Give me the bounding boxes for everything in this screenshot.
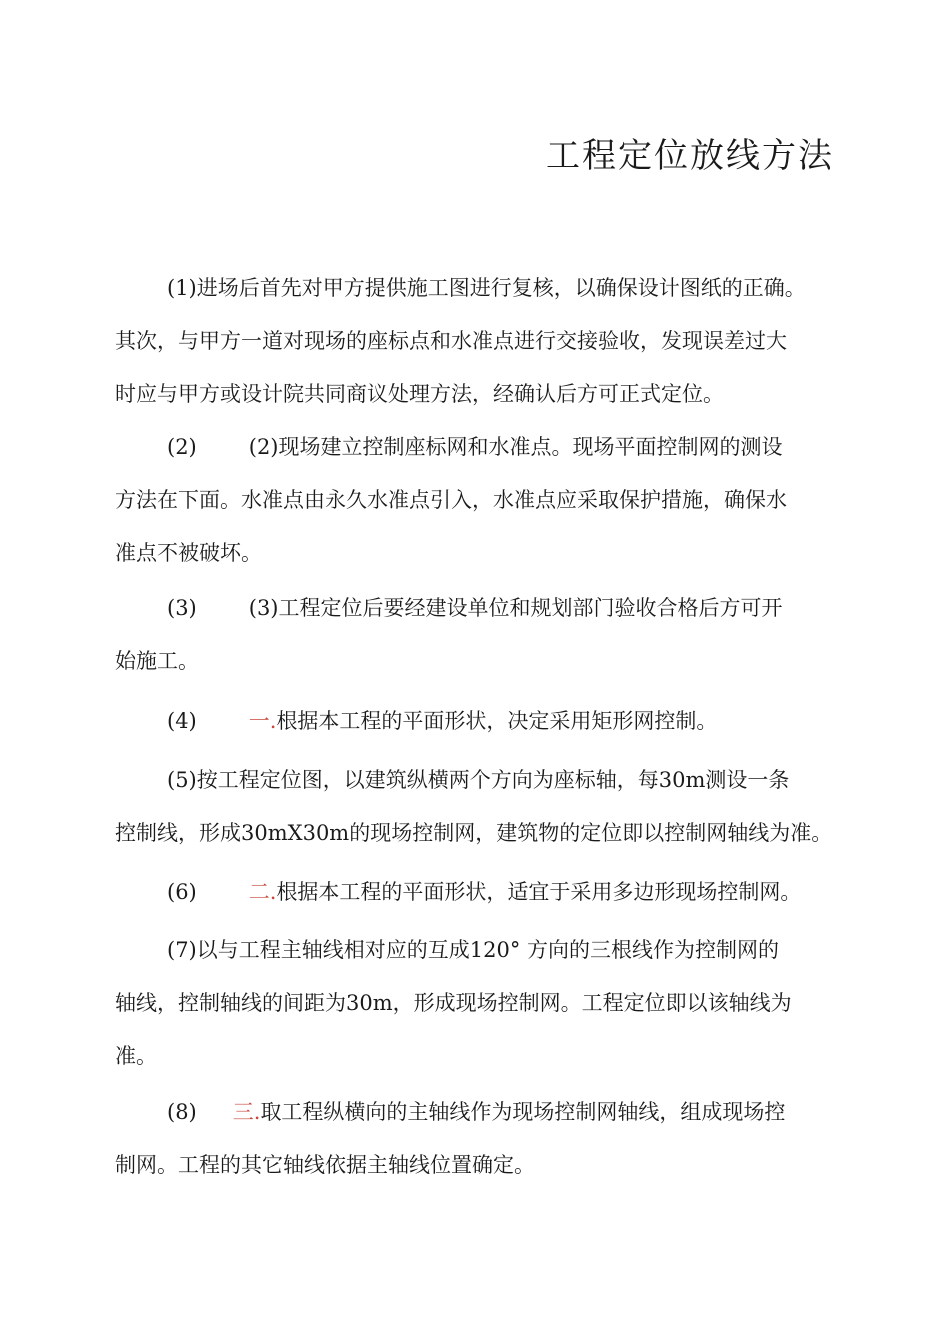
paragraph-4-number: (4) (167, 709, 197, 733)
paragraph-1-line-2: 其次，与甲方一道对现场的座标点和水准点进行交接验收，发现误差过大 (115, 329, 787, 353)
paragraph-3-line-1 (115, 582, 843, 635)
paragraph-2-line-3: 准点不被破坏。 (115, 541, 262, 565)
paragraph-7-line-3: 准。 (115, 1044, 157, 1068)
paragraph-7-line-2: 轴线，控制轴线的间距为30m，形成现场控制网。工程定位即以该轴线为 (115, 991, 792, 1015)
paragraph-4-marker: 一. (248, 709, 277, 733)
paragraph-2-line-1-text: (2)现场建立控制座标网和水准点。现场平面控制网的测设 (248, 435, 783, 459)
paragraph-3 (115, 582, 843, 688)
paragraph-4-line-1 (115, 695, 843, 748)
paragraph-2-line-1 (115, 421, 843, 474)
paragraph-4-line-1-text: 根据本工程的平面形状，决定采用矩形网控制。 (276, 709, 718, 733)
paragraph-8-line-1-text: 取工程纵横向的主轴线作为现场控制网轴线，组成现场控 (260, 1100, 786, 1124)
paragraph-6-line-1 (115, 866, 843, 919)
paragraph-8-line-2: 制网。工程的其它轴线依据主轴线位置确定。 (115, 1153, 535, 1177)
paragraph-1-line-3: 时应与甲方或设计院共同商议处理方法，经确认后方可正式定位。 (115, 382, 724, 406)
paragraph-4 (115, 695, 843, 748)
paragraph-6-line-1-text: 根据本工程的平面形状，适宜于采用多边形现场控制网。 (276, 880, 802, 904)
paragraph-5 (115, 754, 843, 860)
paragraph-2-number: (2) (167, 435, 197, 459)
paragraph-3-line-2: 始施工。 (115, 649, 199, 673)
paragraph-6 (115, 866, 843, 919)
paragraph-3-number: (3) (167, 596, 197, 620)
paragraph-1-line-1: (1)进场后首先对甲方提供施工图进行复核，以确保设计图纸的正确。 (167, 276, 806, 300)
paragraph-1 (115, 262, 843, 421)
paragraph-3-line-1-text: (3)工程定位后要经建设单位和规划部门验收合格后方可开 (248, 596, 783, 620)
paragraph-8 (115, 1086, 843, 1192)
paragraph-5-line-2: 控制线，形成30mX30m的现场控制网，建筑物的定位即以控制网轴线为准。 (115, 821, 833, 845)
paragraph-8-number: (8) (167, 1100, 197, 1124)
paragraph-6-marker: 二. (248, 880, 277, 904)
paragraph-8-line-1 (115, 1086, 843, 1139)
paragraph-8-marker: 三. (232, 1100, 261, 1124)
document-title: 工程定位放线方法 (546, 136, 834, 176)
paragraph-5-line-1: (5)按工程定位图，以建筑纵横两个方向为座标轴，每30m测设一条 (167, 768, 790, 792)
paragraph-6-number: (6) (167, 880, 197, 904)
paragraph-7-line-1: (7)以与工程主轴线相对应的互成120° 方向的三根线作为控制网的 (167, 938, 780, 962)
paragraph-2 (115, 421, 843, 580)
paragraph-2-line-2: 方法在下面。水准点由永久水准点引入，水准点应采取保护措施，确保水 (115, 488, 787, 512)
paragraph-7 (115, 924, 843, 1083)
